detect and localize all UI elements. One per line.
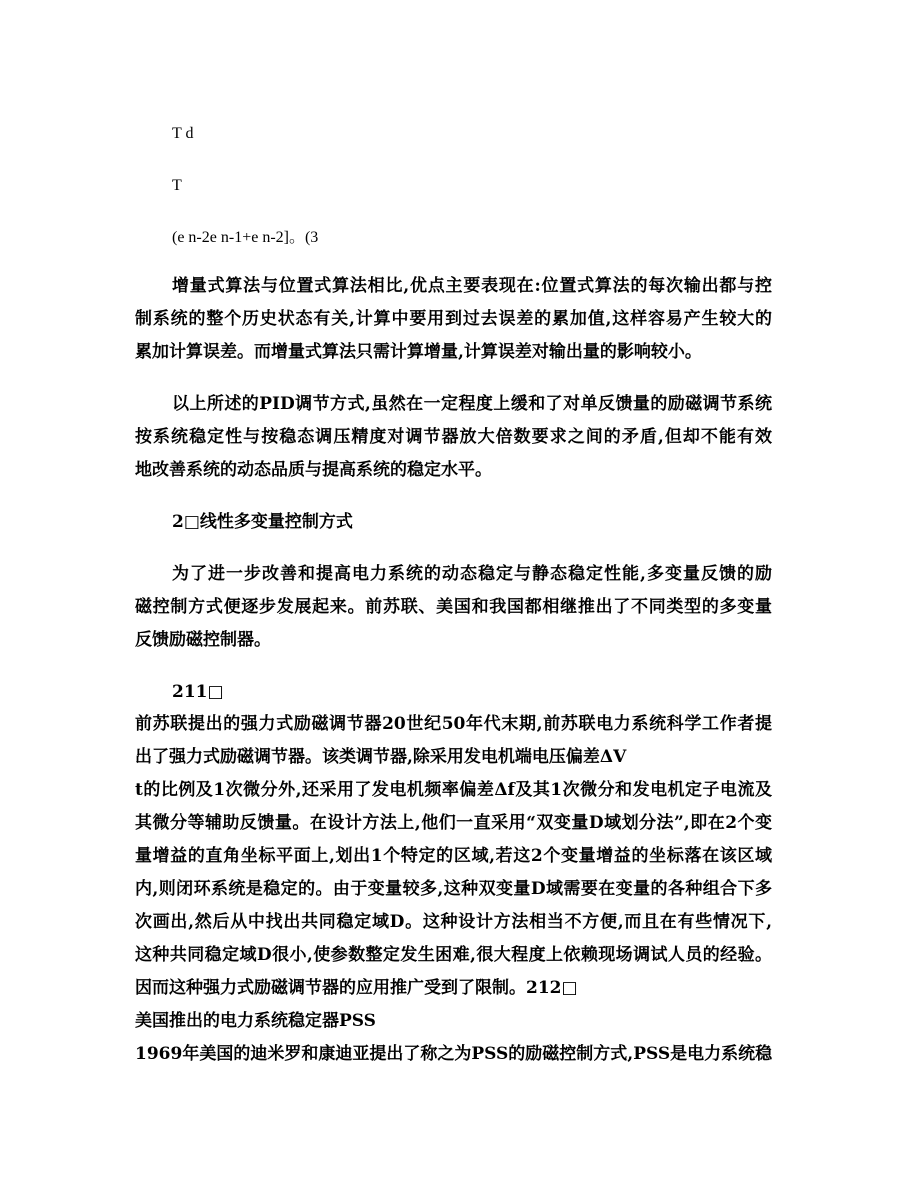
paragraph-soviet-line-2: 出了强力式励磁调节器。该类调节器,除采用发电机端电压偏差ΔV [135, 747, 627, 767]
paragraph-pid-line-1: 以上所述的PID调节方式,虽然在一定程度上缓和了对单反馈量的励磁调节系统 [172, 394, 772, 414]
paragraph-soviet-line-5: 量增益的直角坐标平面上,划出1个特定的区域,若这2个变量增益的坐标落在该区域 [135, 846, 772, 866]
paragraph-incremental-line-1: 增量式算法与位置式算法相比,优点主要表现在:位置式算法的每次输出都与控 [172, 276, 772, 296]
paragraph-soviet-line-9: 因而这种强力式励磁调节器的应用推广受到了限制。212□ [135, 978, 578, 998]
paragraph-soviet-line-3: t的比例及1次微分外,还采用了发电机频率偏差Δf及其1次微分和发电机定子电流及 [135, 780, 772, 800]
paragraph-soviet-line-1: 前苏联提出的强力式励磁调节器20世纪50年代末期,前苏联电力系统科学工作者提 [135, 714, 772, 734]
paragraph-incremental-line-3: 累加计算误差。而增量式算法只需计算增量,计算误差对输出量的影响较小。 [135, 342, 702, 362]
section-heading-linear-multivariable: 2□线性多变量控制方式 [172, 512, 353, 532]
paragraph-multivariable-line-1: 为了进一步改善和提高电力系统的动态稳定与静态稳定性能,多变量反馈的励 [172, 564, 772, 584]
paragraph-soviet-line-8: 这种共同稳定域D很小,使参数整定发生困难,很大程度上依赖现场调试人员的经验。 [135, 945, 772, 965]
paragraph-soviet-line-6: 内,则闭环系统是稳定的。由于变量较多,这种双变量D域需要在变量的各种组合下多 [135, 879, 772, 899]
section-heading-211: 211□ [172, 682, 224, 702]
paragraph-multivariable-line-3: 反馈励磁控制器。 [135, 630, 271, 650]
formula-line-t: T [172, 177, 182, 194]
formula-line-td: T d [172, 125, 194, 142]
paragraph-soviet-line-7: 次画出,然后从中找出共同稳定域D。这种设计方法相当不方便,而且在有些情况下, [135, 912, 772, 932]
paragraph-pss-line-1: 1969年美国的迪米罗和康迪亚提出了称之为PSS的励磁控制方式,PSS是电力系统稳 [135, 1044, 773, 1064]
paragraph-pid-line-3: 地改善系统的动态品质与提高系统的稳定水平。 [135, 460, 492, 480]
paragraph-pid-line-2: 按系统稳定性与按稳态调压精度对调节器放大倍数要求之间的矛盾,但却不能有效 [135, 427, 772, 447]
paragraph-multivariable-line-2: 磁控制方式便逐步发展起来。前苏联、美国和我国都相继推出了不同类型的多变量 [135, 597, 772, 617]
formula-line-expression: (e n-2e n-1+e n-2]。(3 [172, 229, 319, 246]
paragraph-incremental-line-2: 制系统的整个历史状态有关,计算中要用到过去误差的累加值,这样容易产生较大的 [135, 309, 772, 329]
section-heading-pss: 美国推出的电力系统稳定器PSS [135, 1011, 376, 1031]
paragraph-soviet-line-4: 其微分等辅助反馈量。在设计方法上,他们一直采用“双变量D域划分法”,即在2个变 [135, 813, 772, 833]
